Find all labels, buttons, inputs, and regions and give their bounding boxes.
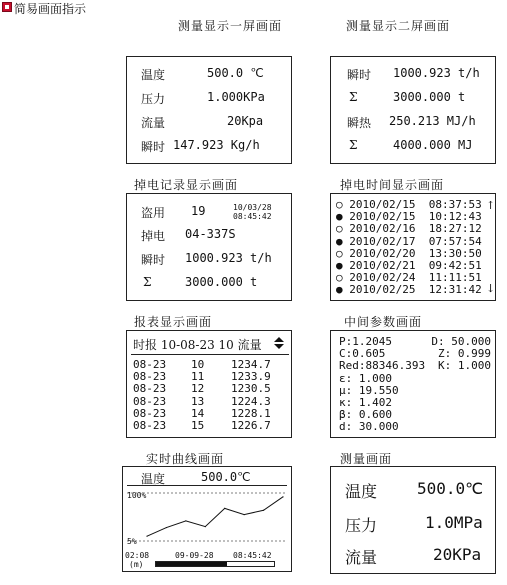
entry-date: 2010/02/20 bbox=[349, 246, 416, 260]
report-cell-date: 08-23 bbox=[133, 370, 167, 384]
params-caption: 中间参数画面 bbox=[344, 315, 423, 329]
report-cell-hour: 12 bbox=[191, 382, 205, 396]
power-record-caption: 掉电记录显示画面 bbox=[134, 178, 239, 192]
screen1-value: 1.000KPa bbox=[207, 90, 265, 104]
entry-date: 2010/02/15 bbox=[349, 198, 416, 211]
screen1-value: 20Kpa bbox=[227, 114, 264, 128]
report-cell-hour: 14 bbox=[191, 406, 205, 420]
report-cell-date: 08-23 bbox=[133, 358, 167, 371]
sum-label: Σ bbox=[143, 275, 152, 289]
screen2-panel bbox=[330, 56, 496, 164]
scroll-down-arrow[interactable]: ↓ bbox=[486, 282, 496, 295]
record-date: 10/03/28 bbox=[233, 203, 272, 212]
status-dot-icon: ● bbox=[336, 283, 343, 297]
screen2-value: 250.213 MJ/h bbox=[389, 114, 476, 128]
y-top-label: 100% bbox=[127, 491, 147, 500]
data-point bbox=[224, 508, 225, 509]
report-cell-hour: 13 bbox=[191, 394, 205, 408]
report-header: 时报 10-08-23 10 流量 bbox=[133, 338, 262, 352]
report-cell-date: 08-23 bbox=[133, 418, 167, 432]
data-point bbox=[282, 496, 283, 497]
screen1-panel bbox=[126, 56, 292, 164]
report-cell-date: 08-23 bbox=[133, 394, 167, 408]
report-cell-date: 08-23 bbox=[133, 382, 167, 396]
entry-date: 2010/02/17 bbox=[349, 234, 416, 248]
entry-date: 2010/02/21 bbox=[349, 259, 416, 273]
time-progress-fill bbox=[156, 562, 227, 566]
data-point bbox=[166, 527, 167, 528]
data-point bbox=[244, 514, 245, 515]
screen2-label: 瞬热 bbox=[347, 116, 372, 130]
screen1-caption: 测量显示一屏画面 bbox=[178, 19, 283, 33]
report-cell-date: 08-23 bbox=[133, 406, 167, 420]
screen2-value: 3000.000 t bbox=[393, 90, 466, 104]
measure-label: 压力 bbox=[345, 516, 378, 535]
power-time-caption: 掉电时间显示画面 bbox=[340, 178, 445, 192]
report-cell-value: 1224.3 bbox=[231, 394, 271, 408]
measure-value: 500.0℃ bbox=[417, 479, 484, 498]
time-progress-bar bbox=[155, 561, 275, 567]
entry-time: 11:11:51 bbox=[428, 271, 482, 285]
curve-caption: 实时曲线画面 bbox=[146, 452, 225, 466]
param-right: D: 50.000 bbox=[431, 335, 491, 348]
data-point bbox=[185, 520, 186, 521]
power-time-row[interactable] bbox=[336, 284, 482, 296]
inst-label: 瞬时 bbox=[141, 253, 166, 267]
sum-value: 3000.000 t bbox=[185, 275, 258, 289]
theft-label: 盗用 bbox=[141, 206, 166, 220]
param-left: P:1.2045 bbox=[339, 335, 392, 348]
screen2-caption: 测量显示二屏画面 bbox=[346, 19, 451, 33]
report-panel bbox=[126, 330, 292, 438]
curve-panel bbox=[122, 466, 292, 572]
report-cell-value: 1228.1 bbox=[231, 406, 271, 420]
status-dot-icon: ● bbox=[336, 259, 343, 273]
data-point bbox=[263, 510, 264, 511]
report-cell-value: 1233.9 bbox=[231, 370, 271, 384]
off-value: 04-337S bbox=[185, 227, 236, 241]
sort-icon[interactable] bbox=[274, 337, 284, 349]
report-cell-value: 1234.7 bbox=[231, 358, 271, 371]
entry-time: 07:57:54 bbox=[428, 234, 482, 248]
entry-time: 18:27:12 bbox=[428, 222, 482, 236]
measure-value: 20KPa bbox=[433, 545, 482, 564]
param-left: κ: 1.402 bbox=[339, 395, 392, 409]
entry-date: 2010/02/15 bbox=[349, 210, 416, 224]
entry-date: 2010/02/25 bbox=[349, 283, 416, 297]
power-time-panel bbox=[330, 193, 496, 301]
report-cell-hour: 10 bbox=[191, 358, 205, 371]
entry-date: 2010/02/16 bbox=[349, 222, 416, 236]
measure-value: 1.0MPa bbox=[425, 513, 483, 532]
y-bottom-label: 5% bbox=[127, 537, 137, 546]
screen2-label: 瞬时 bbox=[347, 68, 372, 82]
entry-time: 12:31:42 bbox=[428, 283, 482, 297]
param-left: β: 0.600 bbox=[339, 408, 392, 422]
curve-plot bbox=[127, 489, 287, 547]
status-dot-icon: ● bbox=[336, 210, 343, 224]
report-divider bbox=[131, 354, 289, 355]
param-line bbox=[339, 421, 491, 433]
page-title: 简易画面指示 bbox=[14, 2, 87, 16]
curve-date: 09-09-28 bbox=[175, 551, 214, 560]
curve-top-rule bbox=[127, 485, 287, 486]
entry-time: 13:30:50 bbox=[428, 246, 482, 260]
param-right: Z: 0.999 bbox=[438, 347, 491, 361]
record-time: 08:45:42 bbox=[233, 212, 272, 221]
measure-label: 温度 bbox=[345, 482, 378, 501]
unit-label: (m) bbox=[129, 560, 144, 569]
curve-time: 08:45:42 bbox=[233, 551, 272, 560]
report-cell-hour: 15 bbox=[191, 418, 205, 432]
time-left: 02:08 bbox=[125, 551, 150, 560]
entry-time: 10:12:43 bbox=[428, 210, 482, 224]
measure-panel bbox=[330, 466, 496, 574]
measure-caption: 测量画面 bbox=[340, 452, 393, 466]
status-dot-icon: ○ bbox=[336, 271, 343, 285]
report-cell-value: 1230.5 bbox=[231, 382, 271, 396]
param-left: C:0.605 bbox=[339, 347, 386, 361]
status-dot-icon: ● bbox=[336, 234, 343, 248]
theft-value: 19 bbox=[191, 204, 206, 218]
power-record-panel bbox=[126, 193, 292, 301]
entry-time: 09:42:51 bbox=[428, 259, 482, 273]
data-point bbox=[205, 526, 206, 527]
param-left: ε: 1.000 bbox=[339, 371, 392, 385]
param-left: d: 30.000 bbox=[339, 420, 399, 434]
status-dot-icon: ○ bbox=[336, 222, 343, 236]
curve-label: 温度 bbox=[141, 472, 166, 486]
bullet-icon bbox=[2, 2, 12, 12]
measure-label: 流量 bbox=[345, 548, 378, 567]
series-line bbox=[147, 497, 283, 536]
screen1-value: 500.0 ℃ bbox=[207, 66, 264, 80]
screen1-value: 147.923 Kg/h bbox=[173, 138, 260, 152]
screen1-label: 压力 bbox=[141, 92, 166, 106]
screen1-label: 流量 bbox=[141, 116, 166, 130]
entry-date: 2010/02/24 bbox=[349, 271, 416, 285]
param-right: K: 1.000 bbox=[438, 359, 491, 373]
status-dot-icon: ○ bbox=[336, 246, 343, 260]
screen1-label: 温度 bbox=[141, 68, 166, 82]
report-cell-value: 1226.7 bbox=[231, 418, 271, 432]
screen1-label: 瞬时 bbox=[141, 140, 166, 154]
screen2-value: 4000.000 MJ bbox=[393, 138, 473, 152]
scroll-up-arrow[interactable]: ↑ bbox=[486, 199, 496, 212]
status-dot-icon: ○ bbox=[336, 198, 343, 211]
param-left: μ: 19.550 bbox=[339, 383, 399, 397]
screen2-label: Σ bbox=[349, 90, 358, 104]
off-label: 掉电 bbox=[141, 229, 166, 243]
report-caption: 报表显示画面 bbox=[134, 315, 213, 329]
data-point bbox=[146, 536, 147, 537]
report-cell-hour: 11 bbox=[191, 370, 205, 384]
inst-value: 1000.923 t/h bbox=[185, 251, 272, 265]
curve-value: 500.0℃ bbox=[201, 470, 251, 484]
params-panel bbox=[330, 330, 496, 438]
screen2-label: Σ bbox=[349, 138, 358, 152]
screen2-value: 1000.923 t/h bbox=[393, 66, 480, 80]
entry-time: 08:37:53 bbox=[428, 198, 482, 211]
param-left: Red:88346.393 bbox=[339, 359, 426, 373]
